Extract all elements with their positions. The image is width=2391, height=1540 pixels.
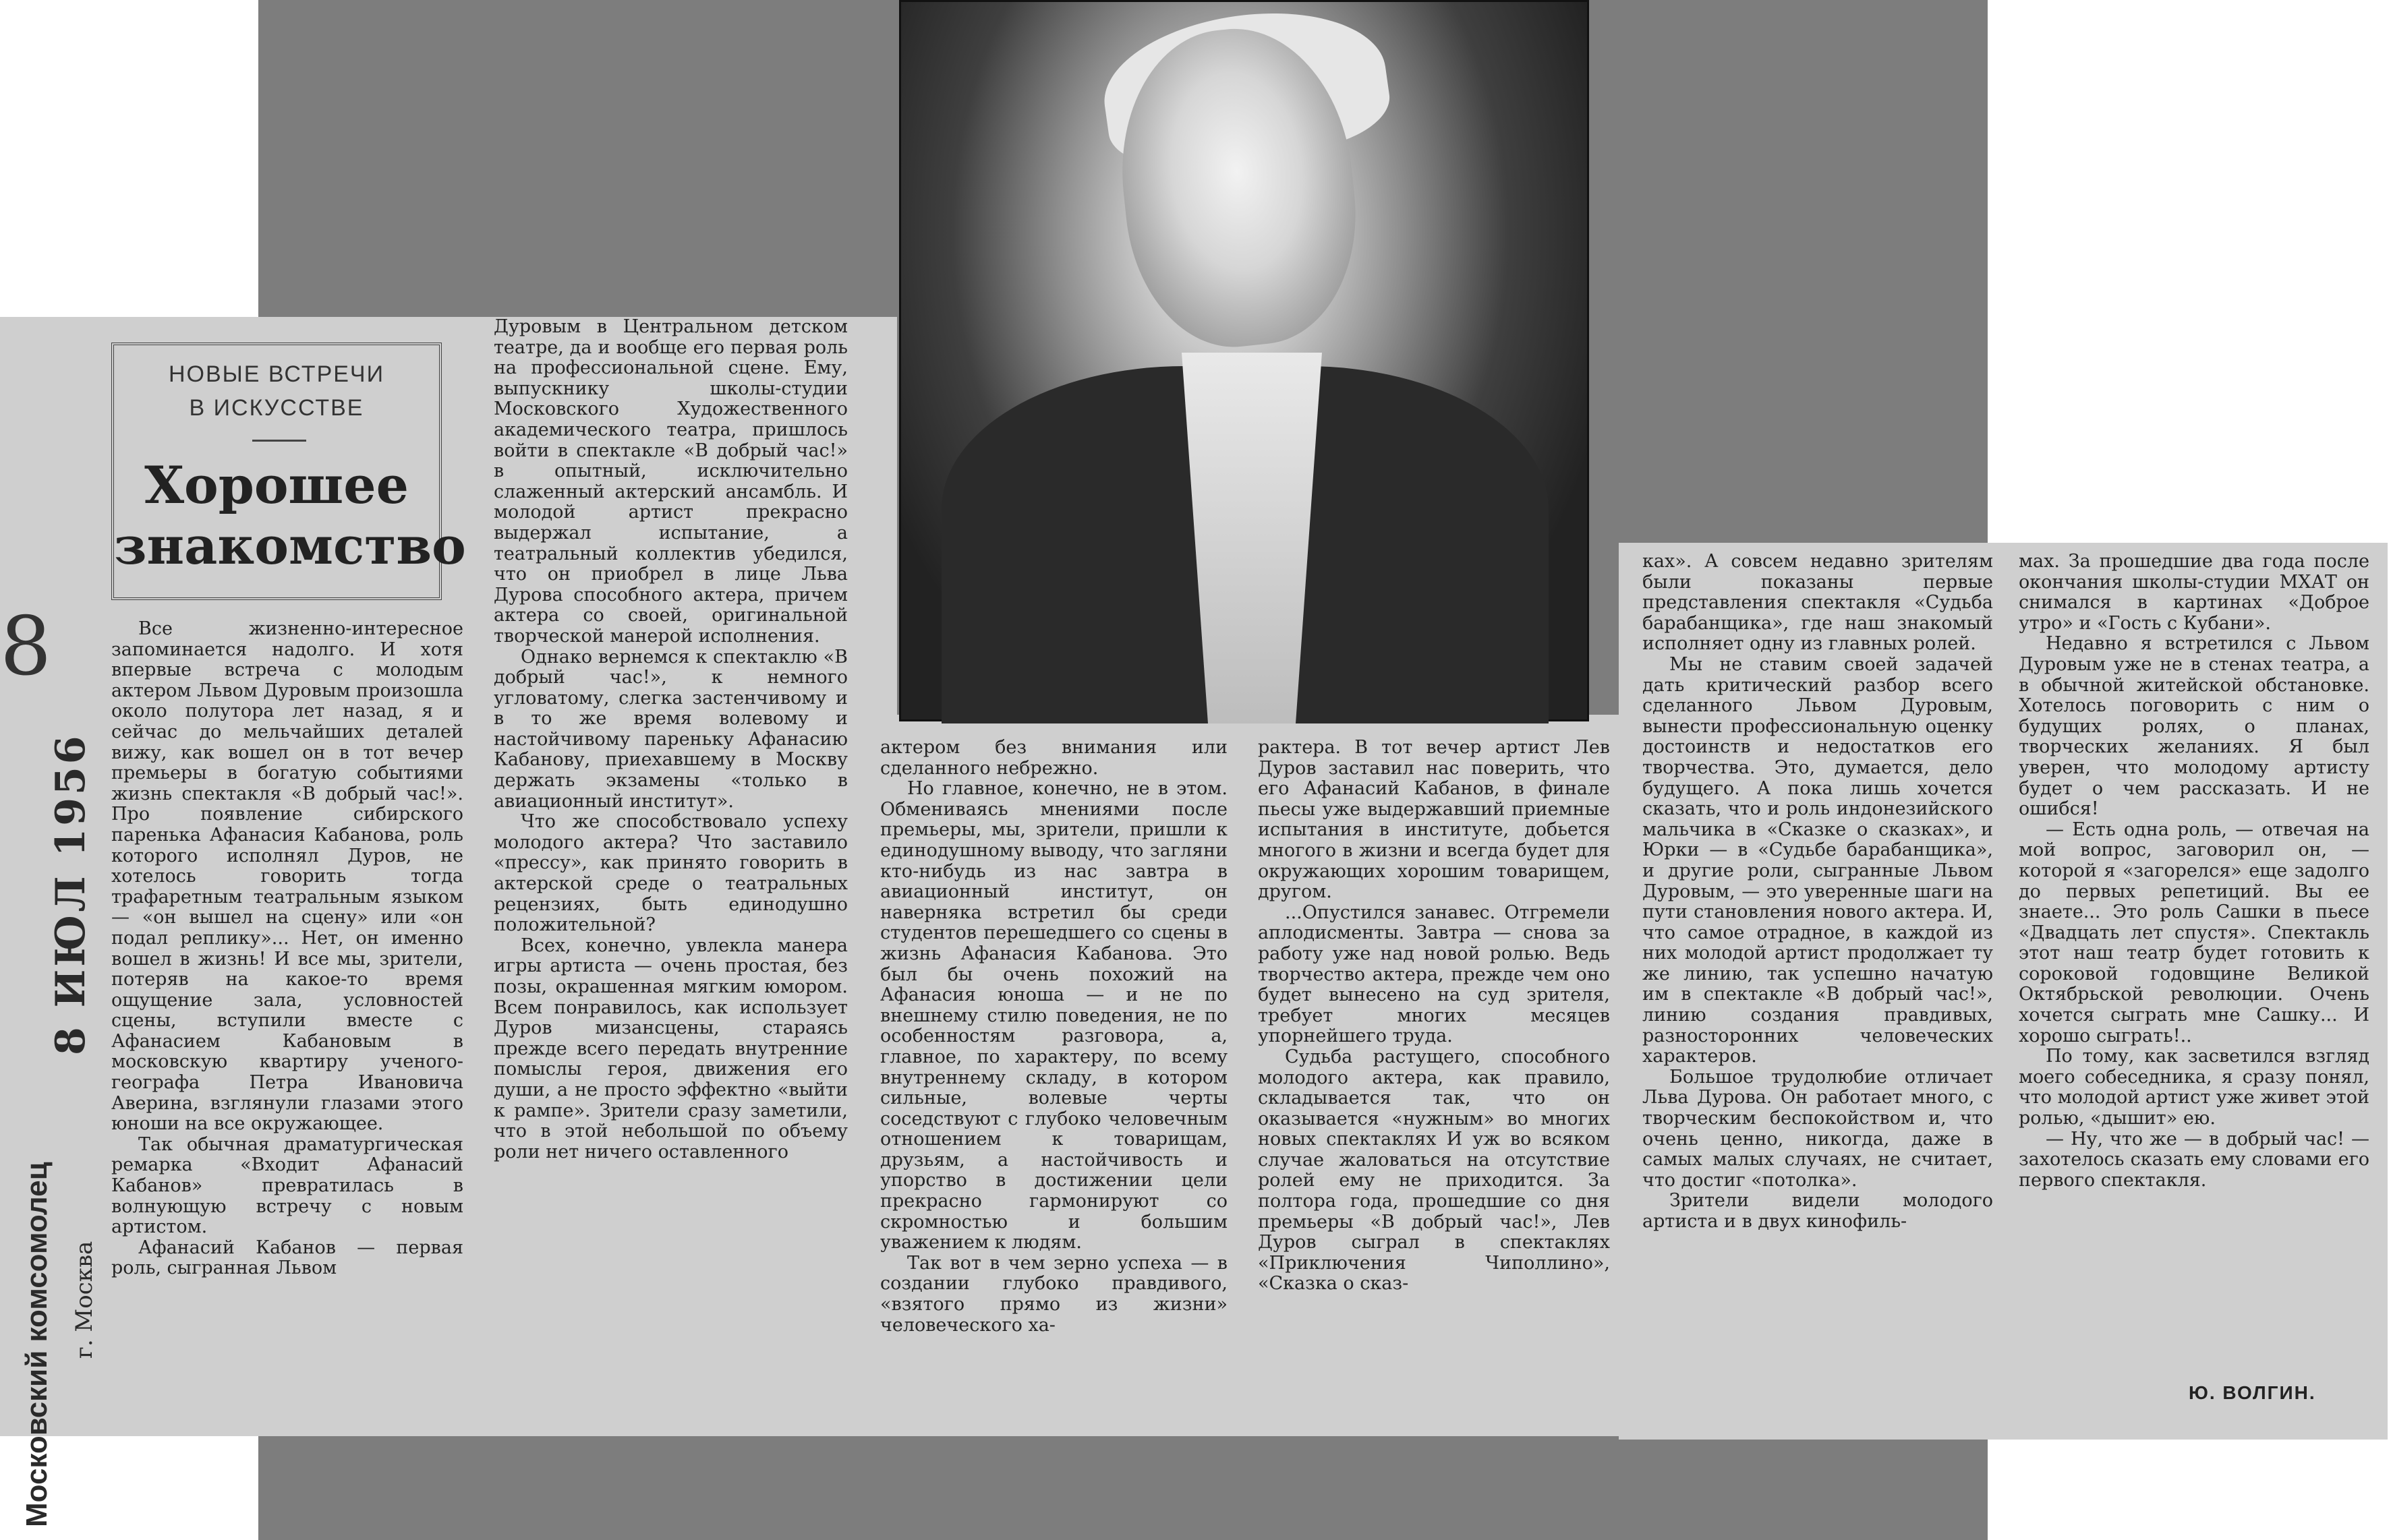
article-column-3 xyxy=(880,738,1228,1336)
paragraph: Все жизненно-интересное запоминается надолго. И хотя впервые встреча с молодым актером Львом Дуровым произошла около полутора лет назад, я и сейчас до мельчайших деталей вижу, как вошел он в тот вечер премьеры в богатую событиями жизнь спектакля «В добрый час!». Про появление сибирского паренька Афанасия Кабанова, роль которого исполнял Дуров, не хотелось говорить тогда трафаретным театральным языком — «он вышел на сцену» или «он подал реплику»... Нет, он именно вошел в жизнь! И все мы, зрители, потеряв на какое-то время ощущение зала, условностей сцены, вступили вместе с Афанасием Кабановым в московскую квартиру ученого-географа Петра Ивановича Аверина, взглянули глазами этого юноши на все окружающее. xyxy=(111,618,463,1135)
author-signature: Ю. ВОЛГИН. xyxy=(2189,1382,2316,1403)
paragraph: Всех, конечно, увлекла манера игры артиста — очень простая, без позы, окрашенная мягким юмором. Всем понравилось, как использует Дуров мизансцены, стараясь прежде всего передать внутренние помыслы героя, движения его души, а не просто эффектно «выйти к рампе». Зрители сразу заметили, что в этой небольшой по объему роли нет ничего оставленного xyxy=(494,935,848,1162)
newspaper-stamp: Московский комсомолец xyxy=(20,1162,53,1527)
paragraph: — Есть одна роль, — отвечая на мой вопрос, заговорил он, — которой я «загорелся» еще задолго до первых репетиций. Вы ее знаете... Это роль Сашки в пьесе «Двадцать лет спустя». Спектакль этот наш театр будет готовить к сороковой годовщине Великой Октябрьской революции. Очень хочется сыграть мне Сашку... И хорошо сыграть!.. xyxy=(2019,819,2369,1046)
paragraph: Судьба растущего, способного молодого актера, как правило, складывается так, что он оказывается «нужным» во многих новых спектаклях И уж во всяком случае жаловаться на отсутствие ролей ему не приходится. За полтора года, прошедшие со дня премьеры «В добрый час!», Лев Дуров сыграл в спектаклях «Приключения Чиполлино», «Сказка о сказ- xyxy=(1258,1046,1610,1295)
paragraph: Что же способствовало успеху молодого актера? Что заставило «прессу», как принято говорить в актерской среде о театральных рецензиях, быть единодушно положительной? xyxy=(494,811,848,936)
paragraph: Большое трудолюбие отличает Льва Дурова. Он работает много, с творческим беспокойством и, что очень ценно, никогда, даже в самых малых случаях, не считает, что достиг «потолка». xyxy=(1642,1066,1993,1191)
paragraph: рактера. В тот вечер артист Лев Дуров заставил нас поверить, что его Афанасий Кабанов, в финале пьесы уже выдержавший приемные испытания в институте, добьется многого в жизни и всегда будет для окружающих хорошим товарищем, другом. xyxy=(1258,737,1610,903)
paragraph: Однако вернемся к спектаклю «В добрый час!», к немного угловатому, слегка застенчивому и в то же время волевому и настойчивому пареньку Афанасию Кабанову, приехавшему в Москву держать экзамены «только в авиационный институт». xyxy=(494,646,848,812)
paragraph: Но главное, конечно, не в этом. Обмениваясь мнениями после премьеры, мы, зрители, пришли к единодушному выводу, что загляни кто-нибудь из нас завтра в авиационный институт, он наверняка встретил бы среди студентов перешедшего со сцены в жизнь Афанасия Кабанова. Это был бы очень похожий на Афанасия юноша — и не по внешнему стилю поведения, не по особенностям разговора, а, главное, по характеру, по всему внутреннему складу, в котором сильные, волевые черты соседствуют с глубоко человечным отношением к товарищам, друзьям, а настойчивость и упорство в достижении цели прекрасно гармонируют со скромностью и большим уважением к людям. xyxy=(880,778,1228,1253)
paragraph: — Ну, что же — в добрый час! — захотелось сказать ему словами его первого спектакля. xyxy=(2019,1128,2369,1191)
article-column-1 xyxy=(111,619,463,1279)
paragraph: актером без внимания или сделанного небрежно. xyxy=(880,737,1228,779)
article-column-2 xyxy=(494,317,848,1162)
paragraph: Недавно я встретился с Львом Дуровым уже не в стенах театра, а в обычной житейской обстановке. Хотелось поговорить с ним о будущих ролях, о планах, творческих желаниях. Я был уверен, что молодому артисту будет о чем рассказать. И не ошибся! xyxy=(2019,633,2369,820)
city-stamp: г. Москва xyxy=(71,1241,98,1359)
actor-photo xyxy=(899,0,1589,721)
title-line-1: Хорошее xyxy=(144,455,409,515)
article-column-4 xyxy=(1258,738,1610,1295)
paragraph: Так вот в чем зерно успеха — в создании глубоко правдивого, «взятого прямо из жизни» человеческого ха- xyxy=(880,1252,1228,1336)
title-line-2: знакомство xyxy=(114,516,466,576)
rubric-line-1: НОВЫЕ ВСТРЕЧИ xyxy=(168,361,385,387)
heading-rule xyxy=(252,440,306,442)
handwritten-mark: 8 xyxy=(0,600,52,694)
article-column-5 xyxy=(1642,552,1993,1233)
paragraph: Зрители видели молодого артиста и в двух кинофиль- xyxy=(1642,1190,1993,1232)
rubric-line-2: В ИСКУССТВЕ xyxy=(189,395,364,421)
article-column-6 xyxy=(2019,552,2369,1191)
date-stamp: 8 ИЮЛ 1956 xyxy=(47,733,94,1055)
paragraph: Так обычная драматургическая ремарка «Входит Афанасий Кабанов» превратилась в волнующую встречу с новым артистом. xyxy=(111,1133,463,1238)
paragraph: ...Опустился занавес. Отгремели аплодисменты. Завтра — снова за работу уже над новой ролью. Ведь творчество актера, прежде чем оно будет вынесено на суд зрителя, требует многих месяцев упорнейшего труда. xyxy=(1258,901,1610,1047)
paragraph: Афанасий Кабанов — первая роль, сыгранная Львом xyxy=(111,1237,463,1279)
article-heading xyxy=(111,343,466,600)
paragraph: Дуровым в Центральном детском театре, да и вообще его первая роль на профессиональной сцене. Ему, выпускнику школы-студии Московского Художественного академического театра, пришлось войти в спектакле «В добрый час!» в опытный, исключительно слаженный актерский ансамбль. И молодой артист прекрасно выдержал испытание, а театральный коллектив убедился, что он приобрел в лице Льва Дурова способного актера, причем актера со своей, оригинальной творческой манерой исполнения. xyxy=(494,316,848,647)
paragraph: ках». А совсем недавно зрителям были показаны первые представления спектакля «Судьба барабанщика», где наш знакомый исполняет одну из главных ролей. xyxy=(1642,551,1993,655)
paragraph: По тому, как засветился взгляд моего собеседника, я сразу понял, что молодой артист уже живет этой ролью, «дышит» ею. xyxy=(2019,1046,2369,1129)
paragraph: Мы не ставим своей задачей дать критический разбор всего сделанного Львом Дуровым, вынести профессиональную оценку достоинств и недостатков его творчества. Это, думается, дело будущего. А пока лишь хочется сказать, что и роль индонезийского мальчика в «Сказке о сказках», и Юрки — в «Судьбе барабанщика», и другие роли, сыгранные Львом Дуровым, — это уверенные шаги на пути становления нового актера. И, что самое отрадное, в каждой из них молодой артист продолжает ту же линию, так успешно начатую им в спектакле «В добрый час!», линию создания правдивых, разносторонних человеческих характеров. xyxy=(1642,653,1993,1067)
paragraph: мах. За прошедшие два года после окончания школы-студии МХАТ он снимался в картинах «Доброе утро» и «Гость с Кубани». xyxy=(2019,551,2369,634)
